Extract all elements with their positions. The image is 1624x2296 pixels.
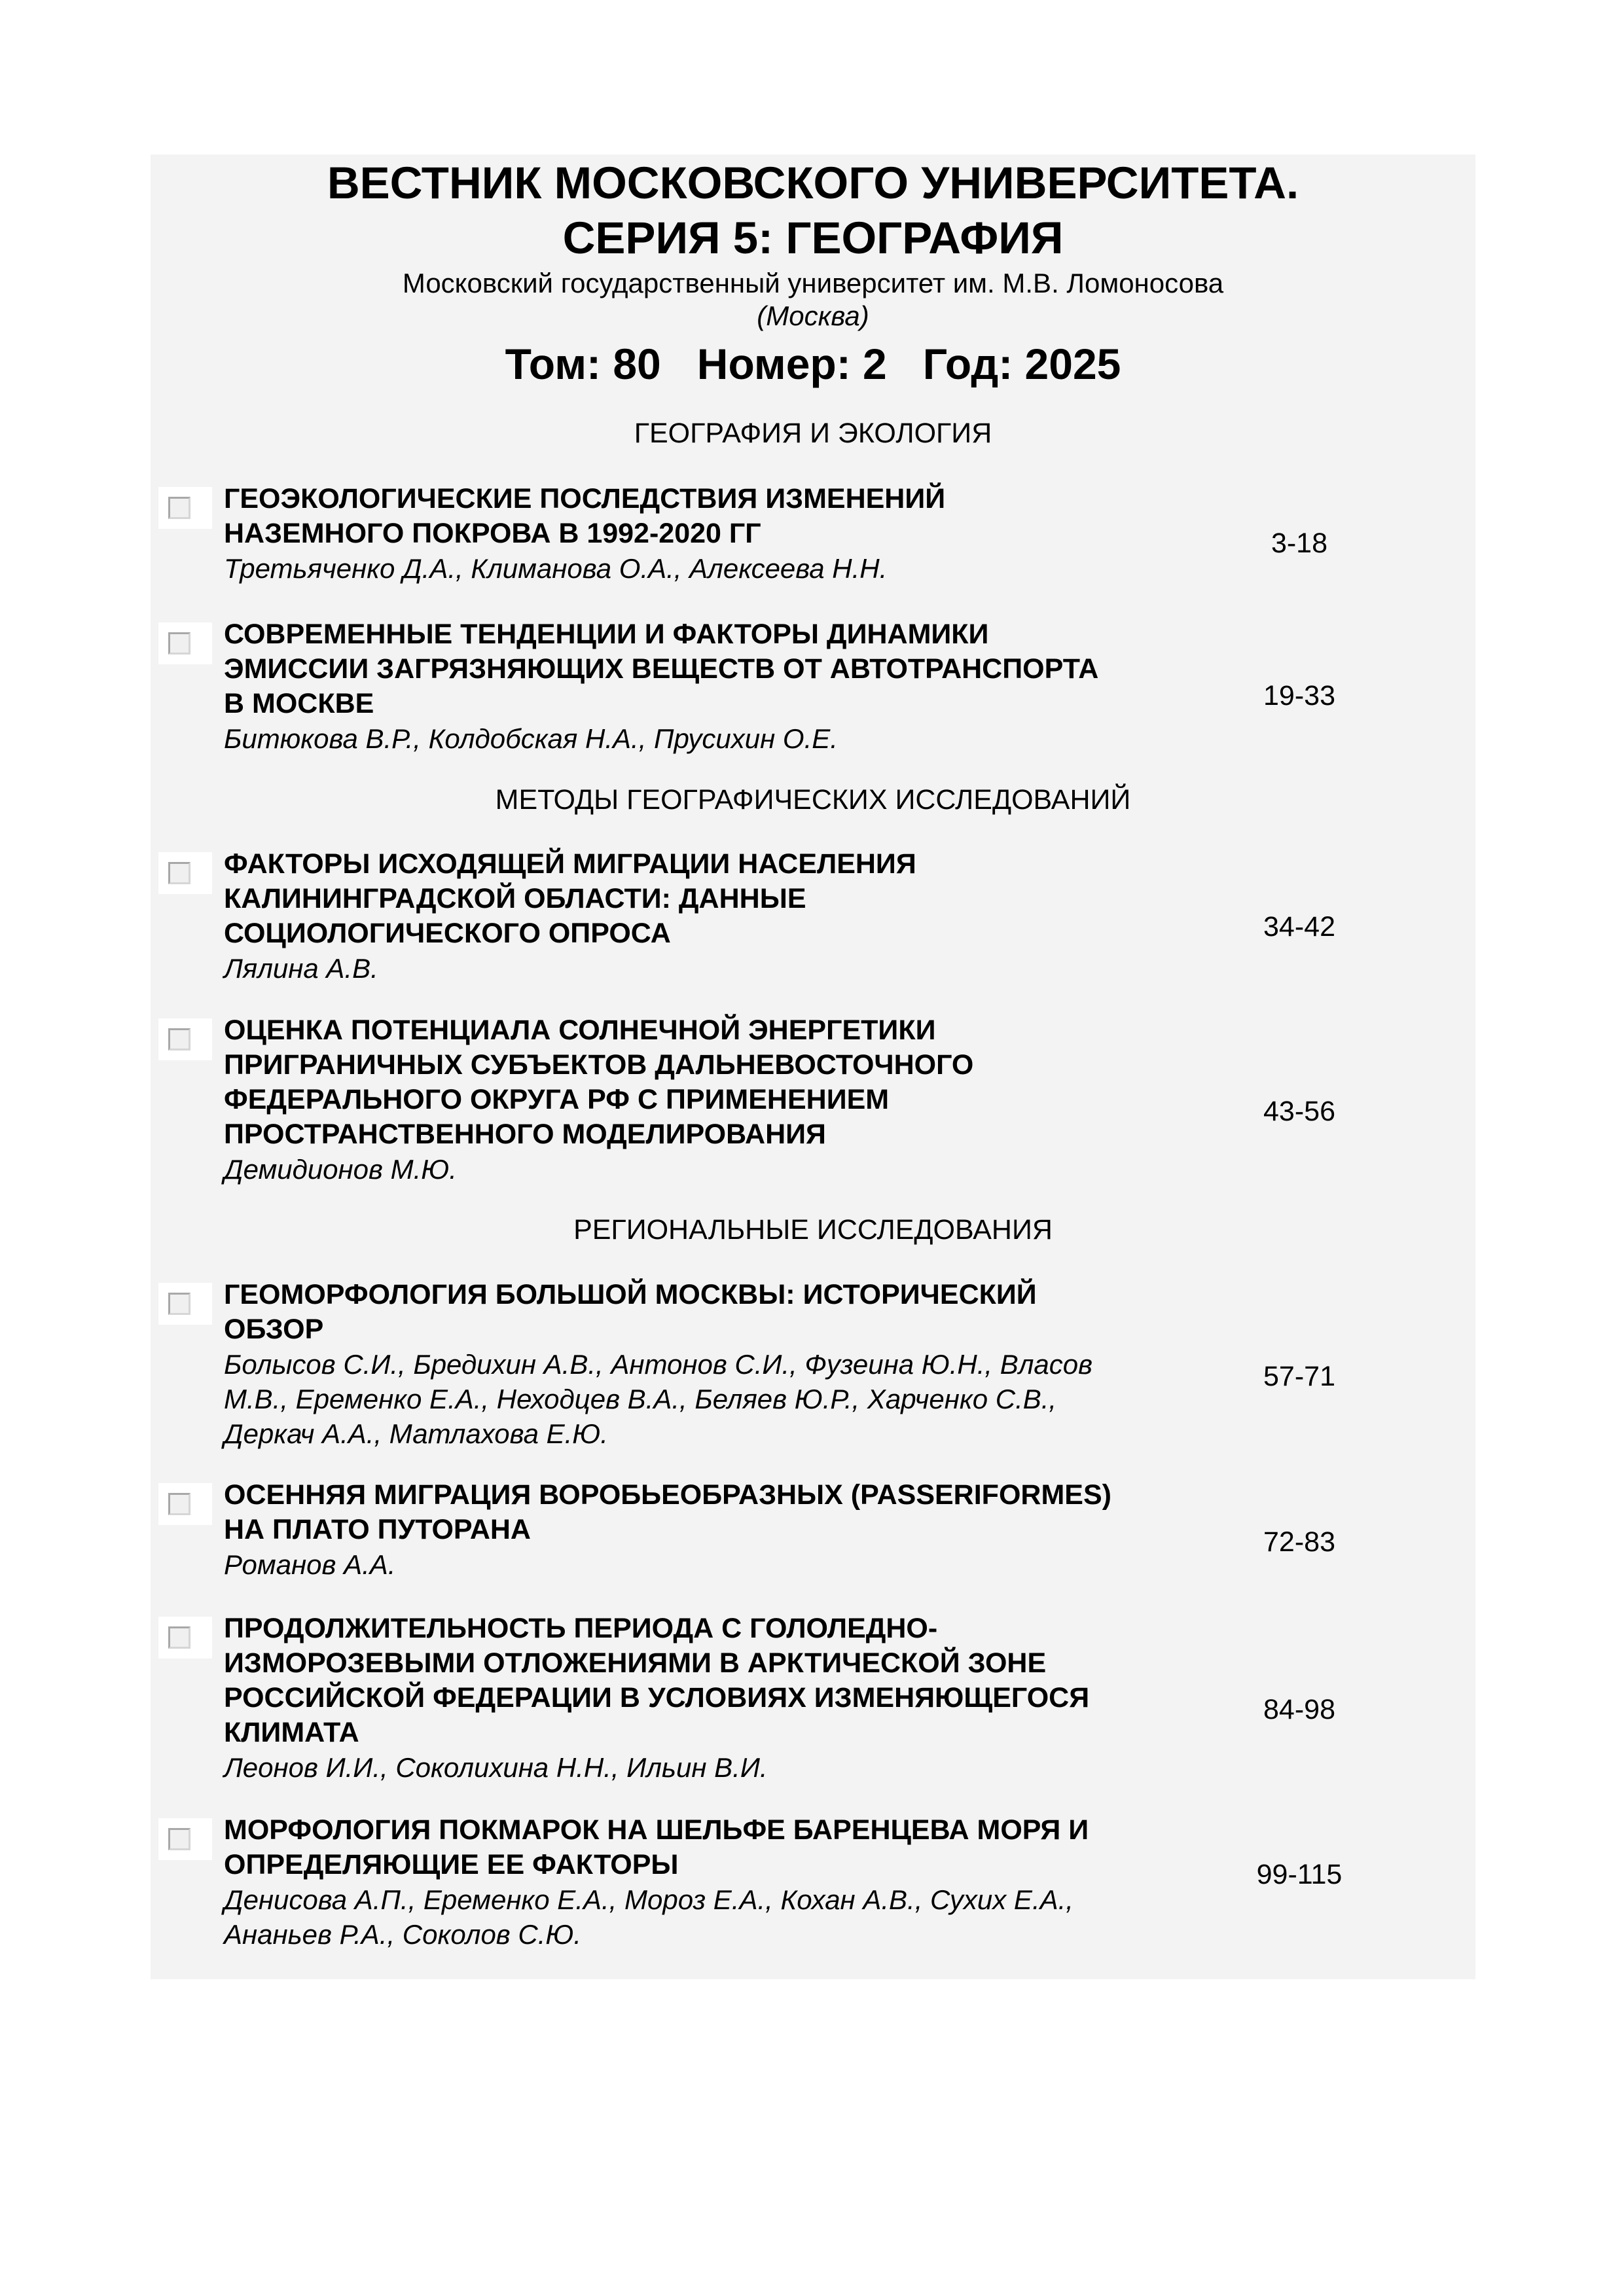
article-title[interactable]: ПРОДОЛЖИТЕЛЬНОСТЬ ПЕРИОДА С ГОЛОЛЕДНО- ИЗМОРОЗЕВЫМИ ОТЛОЖЕНИЯМИ В АРКТИЧЕСКОЙ ЗОНЕ РОССИЙСКОЙ ФЕДЕРАЦИИ В УСЛОВИЯХ ИЗМЕНЯЮЩЕГОСЯ КЛИМАТА [224, 1613, 1090, 1748]
article-title[interactable]: ГЕОЭКОЛОГИЧЕСКИЕ ПОСЛЕДСТВИЯ ИЗМЕНЕНИЙ НАЗЕМНОГО ПОКРОВА В 1992-2020 ГГ [224, 483, 946, 549]
table-of-contents [151, 154, 1475, 1979]
article-pages: 57-71 [1263, 1361, 1335, 1392]
article-title[interactable]: МОРФОЛОГИЯ ПОКМАРОК НА ШЕЛЬФЕ БАРЕНЦЕВА МОРЯ И ОПРЕДЕЛЯЮЩИЕ ЕЕ ФАКТОРЫ [224, 1814, 1089, 1880]
checkbox-icon[interactable] [158, 1018, 212, 1060]
article-pages: 72-83 [1263, 1526, 1335, 1558]
journal-title-line-2: СЕРИЯ 5: ГЕОГРАФИЯ [562, 213, 1064, 263]
checkbox-icon[interactable] [158, 1617, 212, 1659]
checkbox-icon[interactable] [158, 1283, 212, 1325]
article-pages: 34-42 [1263, 911, 1335, 942]
article-pages: 3-18 [1271, 528, 1328, 559]
section-heading: МЕТОДЫ ГЕОГРАФИЧЕСКИХ ИССЛЕДОВАНИЙ [495, 784, 1131, 816]
article-authors: Болысов С.И., Бредихин А.В., Антонов С.И., Фузеина Ю.Н., Власов М.В., Еременко Е.А., Неходцев В.А., Беляев Ю.Р., Харченко С.В., Деркач А.А., Матлахова Е.Ю. [224, 1349, 1093, 1449]
journal-title-line-1: ВЕСТНИК МОСКОВСКОГО УНИВЕРСИТЕТА. [327, 158, 1299, 208]
journal-title [151, 156, 1475, 266]
article-authors: Третьяченко Д.А., Климанова О.А., Алексеева Н.Н. [224, 553, 888, 584]
article-authors: Романов А.А. [224, 1549, 396, 1580]
article-title[interactable]: ФАКТОРЫ ИСХОДЯЩЕЙ МИГРАЦИИ НАСЕЛЕНИЯ КАЛИНИНГРАДСКОЙ ОБЛАСТИ: ДАННЫЕ СОЦИОЛОГИЧЕСКОГО ОПРОСА [224, 848, 916, 949]
article-pages: 99-115 [1256, 1859, 1343, 1890]
article-title[interactable]: СОВРЕМЕННЫЕ ТЕНДЕНЦИИ И ФАКТОРЫ ДИНАМИКИ ЭМИССИИ ЗАГРЯЗНЯЮЩИХ ВЕЩЕСТВ ОТ АВТОТРАНСПОРТА В МОСКВЕ [224, 619, 1099, 719]
publisher: Московский государственный университет им. М.В. Ломоносова [402, 268, 1224, 298]
article-authors: Леонов И.И., Соколихина Н.Н., Ильин В.И. [224, 1752, 768, 1783]
article-pages: 43-56 [1263, 1096, 1335, 1127]
article-authors: Денисова А.П., Еременко Е.А., Мороз Е.А., Кохан А.В., Сухих Е.А., Ананьев Р.А., Соколов С.Ю. [224, 1884, 1074, 1950]
checkbox-icon[interactable] [158, 852, 212, 894]
article-title[interactable]: ГЕОМОРФОЛОГИЯ БОЛЬШОЙ МОСКВЫ: ИСТОРИЧЕСКИЙ ОБЗОР [224, 1279, 1037, 1345]
section-heading: РЕГИОНАЛЬНЫЕ ИССЛЕДОВАНИЯ [573, 1214, 1053, 1246]
article-title[interactable]: ОСЕННЯЯ МИГРАЦИЯ ВОРОБЬЕОБРАЗНЫХ (PASSERIFORMES) НА ПЛАТО ПУТОРАНА [224, 1479, 1111, 1545]
article-pages: 84-98 [1263, 1694, 1335, 1725]
article-pages: 19-33 [1263, 680, 1335, 711]
article-title[interactable]: ОЦЕНКА ПОТЕНЦИАЛА СОЛНЕЧНОЙ ЭНЕРГЕТИКИ ПРИГРАНИЧНЫХ СУБЪЕКТОВ ДАЛЬНЕВОСТОЧНОГО ФЕДЕРАЛЬНОГО ОКРУГА РФ С ПРИМЕНЕНИЕМ ПРОСТРАНСТВЕННОГО МОДЕЛИРОВАНИЯ [224, 1014, 974, 1150]
issue-info: Том: 80 Номер: 2 Год: 2025 [505, 340, 1121, 388]
checkbox-icon[interactable] [158, 1818, 212, 1860]
article-authors: Демидионов М.Ю. [224, 1154, 457, 1185]
checkbox-icon[interactable] [158, 487, 212, 529]
checkbox-icon[interactable] [158, 1483, 212, 1525]
article-authors: Битюкова В.Р., Колдобская Н.А., Прусихин О.Е. [224, 723, 838, 754]
article-authors: Лялина А.В. [224, 953, 378, 984]
section-heading: ГЕОГРАФИЯ И ЭКОЛОГИЯ [634, 418, 992, 449]
publisher-city: (Москва) [757, 300, 869, 331]
checkbox-icon[interactable] [158, 622, 212, 664]
